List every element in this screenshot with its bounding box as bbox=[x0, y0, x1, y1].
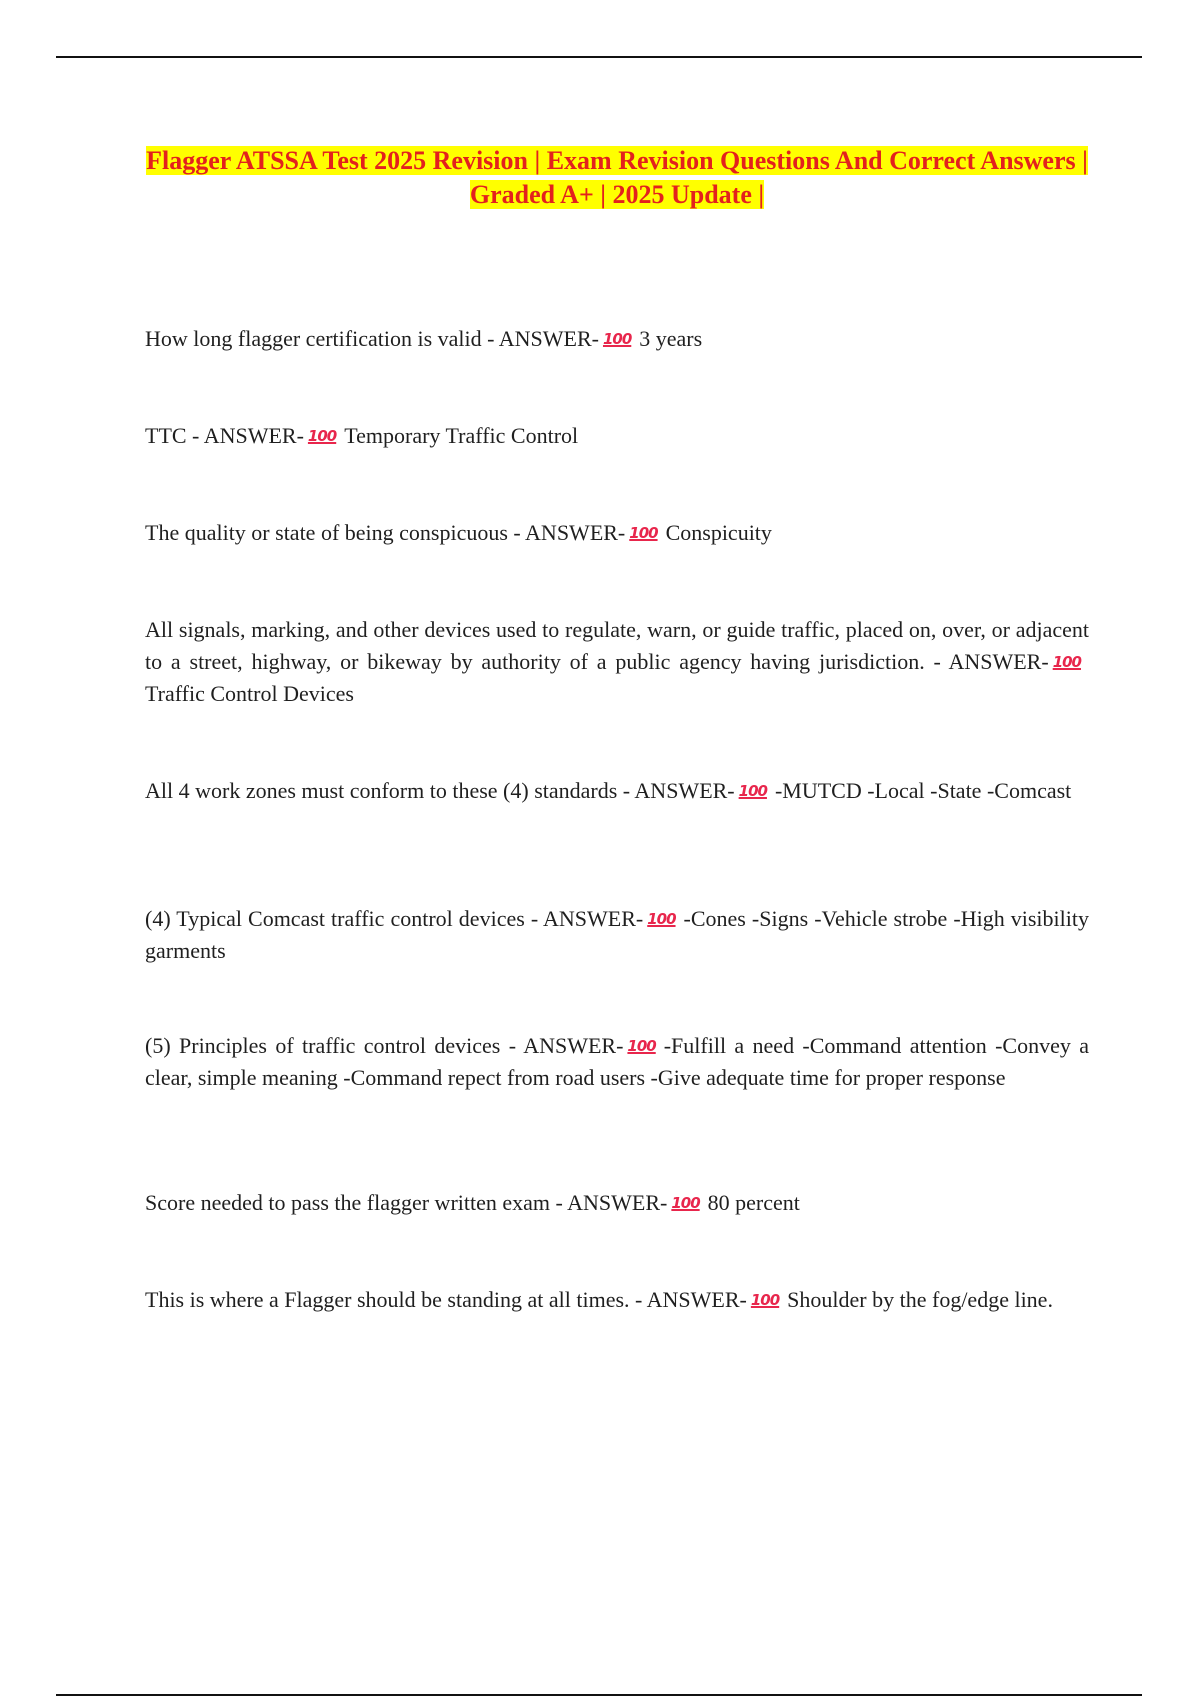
answer-label: ANSWER- bbox=[948, 649, 1049, 674]
qa-item bbox=[145, 614, 1089, 710]
answer-label: ANSWER- bbox=[203, 423, 304, 448]
qa-item bbox=[145, 1030, 1089, 1094]
hundred-points-icon: 100 bbox=[627, 1037, 656, 1055]
question-text: TTC - bbox=[145, 423, 200, 448]
answer-text: Conspicuity bbox=[665, 520, 772, 545]
question-text: (4) Typical Comcast traffic control devices - bbox=[145, 906, 539, 931]
answer-label: ANSWER- bbox=[543, 906, 644, 931]
question-text: This is where a Flagger should be standing at all times. - bbox=[145, 1287, 643, 1312]
question-text: How long flagger certification is valid - bbox=[145, 326, 495, 351]
hundred-points-icon: 100 bbox=[671, 1194, 700, 1212]
answer-text: Traffic Control Devices bbox=[145, 681, 354, 706]
document-title-text: Flagger ATSSA Test 2025 Revision | Exam Revision Questions And Correct Answers | Graded A+ | 2025 Update | bbox=[146, 146, 1088, 209]
answer-text: 80 percent bbox=[707, 1190, 800, 1215]
answer-label: ANSWER- bbox=[498, 326, 599, 351]
answer-label: ANSWER- bbox=[523, 1033, 624, 1058]
question-text: All 4 work zones must conform to these (4) standards - bbox=[145, 778, 631, 803]
answer-text: Temporary Traffic Control bbox=[344, 423, 579, 448]
answer-text: Shoulder by the fog/edge line. bbox=[787, 1287, 1053, 1312]
hundred-points-icon: 100 bbox=[629, 524, 658, 542]
qa-item bbox=[145, 420, 1089, 452]
qa-item bbox=[145, 1284, 1089, 1316]
top-divider bbox=[56, 56, 1142, 58]
question-text: The quality or state of being conspicuous - bbox=[145, 520, 521, 545]
answer-text: -Cones -Signs -Vehicle strobe -High visibility garments bbox=[145, 906, 1089, 963]
answer-text: -MUTCD -Local -State -Comcast bbox=[774, 778, 1072, 803]
hundred-points-icon: 100 bbox=[307, 427, 337, 445]
qa-item bbox=[145, 1187, 1089, 1219]
qa-item bbox=[145, 903, 1089, 967]
hundred-points-icon: 100 bbox=[1052, 653, 1081, 671]
answer-label: ANSWER- bbox=[646, 1287, 747, 1312]
answer-text: 3 years bbox=[639, 326, 703, 351]
bottom-divider bbox=[56, 1694, 1142, 1696]
question-text: All signals, marking, and other devices used to regulate, warn, or guide traffic, placed on, over, or adjacent to a street, highway, or bikeway by authority of a public agency having jurisdiction. - bbox=[145, 617, 1089, 674]
answer-label: ANSWER- bbox=[567, 1190, 668, 1215]
question-text: Score needed to pass the flagger written exam - bbox=[145, 1190, 563, 1215]
answer-text: -Fulfill a need -Command attention -Convey a clear, simple meaning -Command repect from road users -Give adequate time for proper response bbox=[145, 1033, 1089, 1090]
qa-item bbox=[145, 323, 1089, 355]
question-text: (5) Principles of traffic control devices - bbox=[145, 1033, 517, 1058]
hundred-points-icon: 100 bbox=[750, 1291, 780, 1309]
hundred-points-icon: 100 bbox=[647, 910, 676, 928]
hundred-points-icon: 100 bbox=[602, 330, 632, 348]
qa-item bbox=[145, 517, 1089, 549]
qa-item bbox=[145, 775, 1089, 807]
answer-label: ANSWER- bbox=[634, 778, 735, 803]
hundred-points-icon: 100 bbox=[738, 782, 767, 800]
answer-label: ANSWER- bbox=[525, 520, 626, 545]
document-title bbox=[145, 144, 1089, 212]
